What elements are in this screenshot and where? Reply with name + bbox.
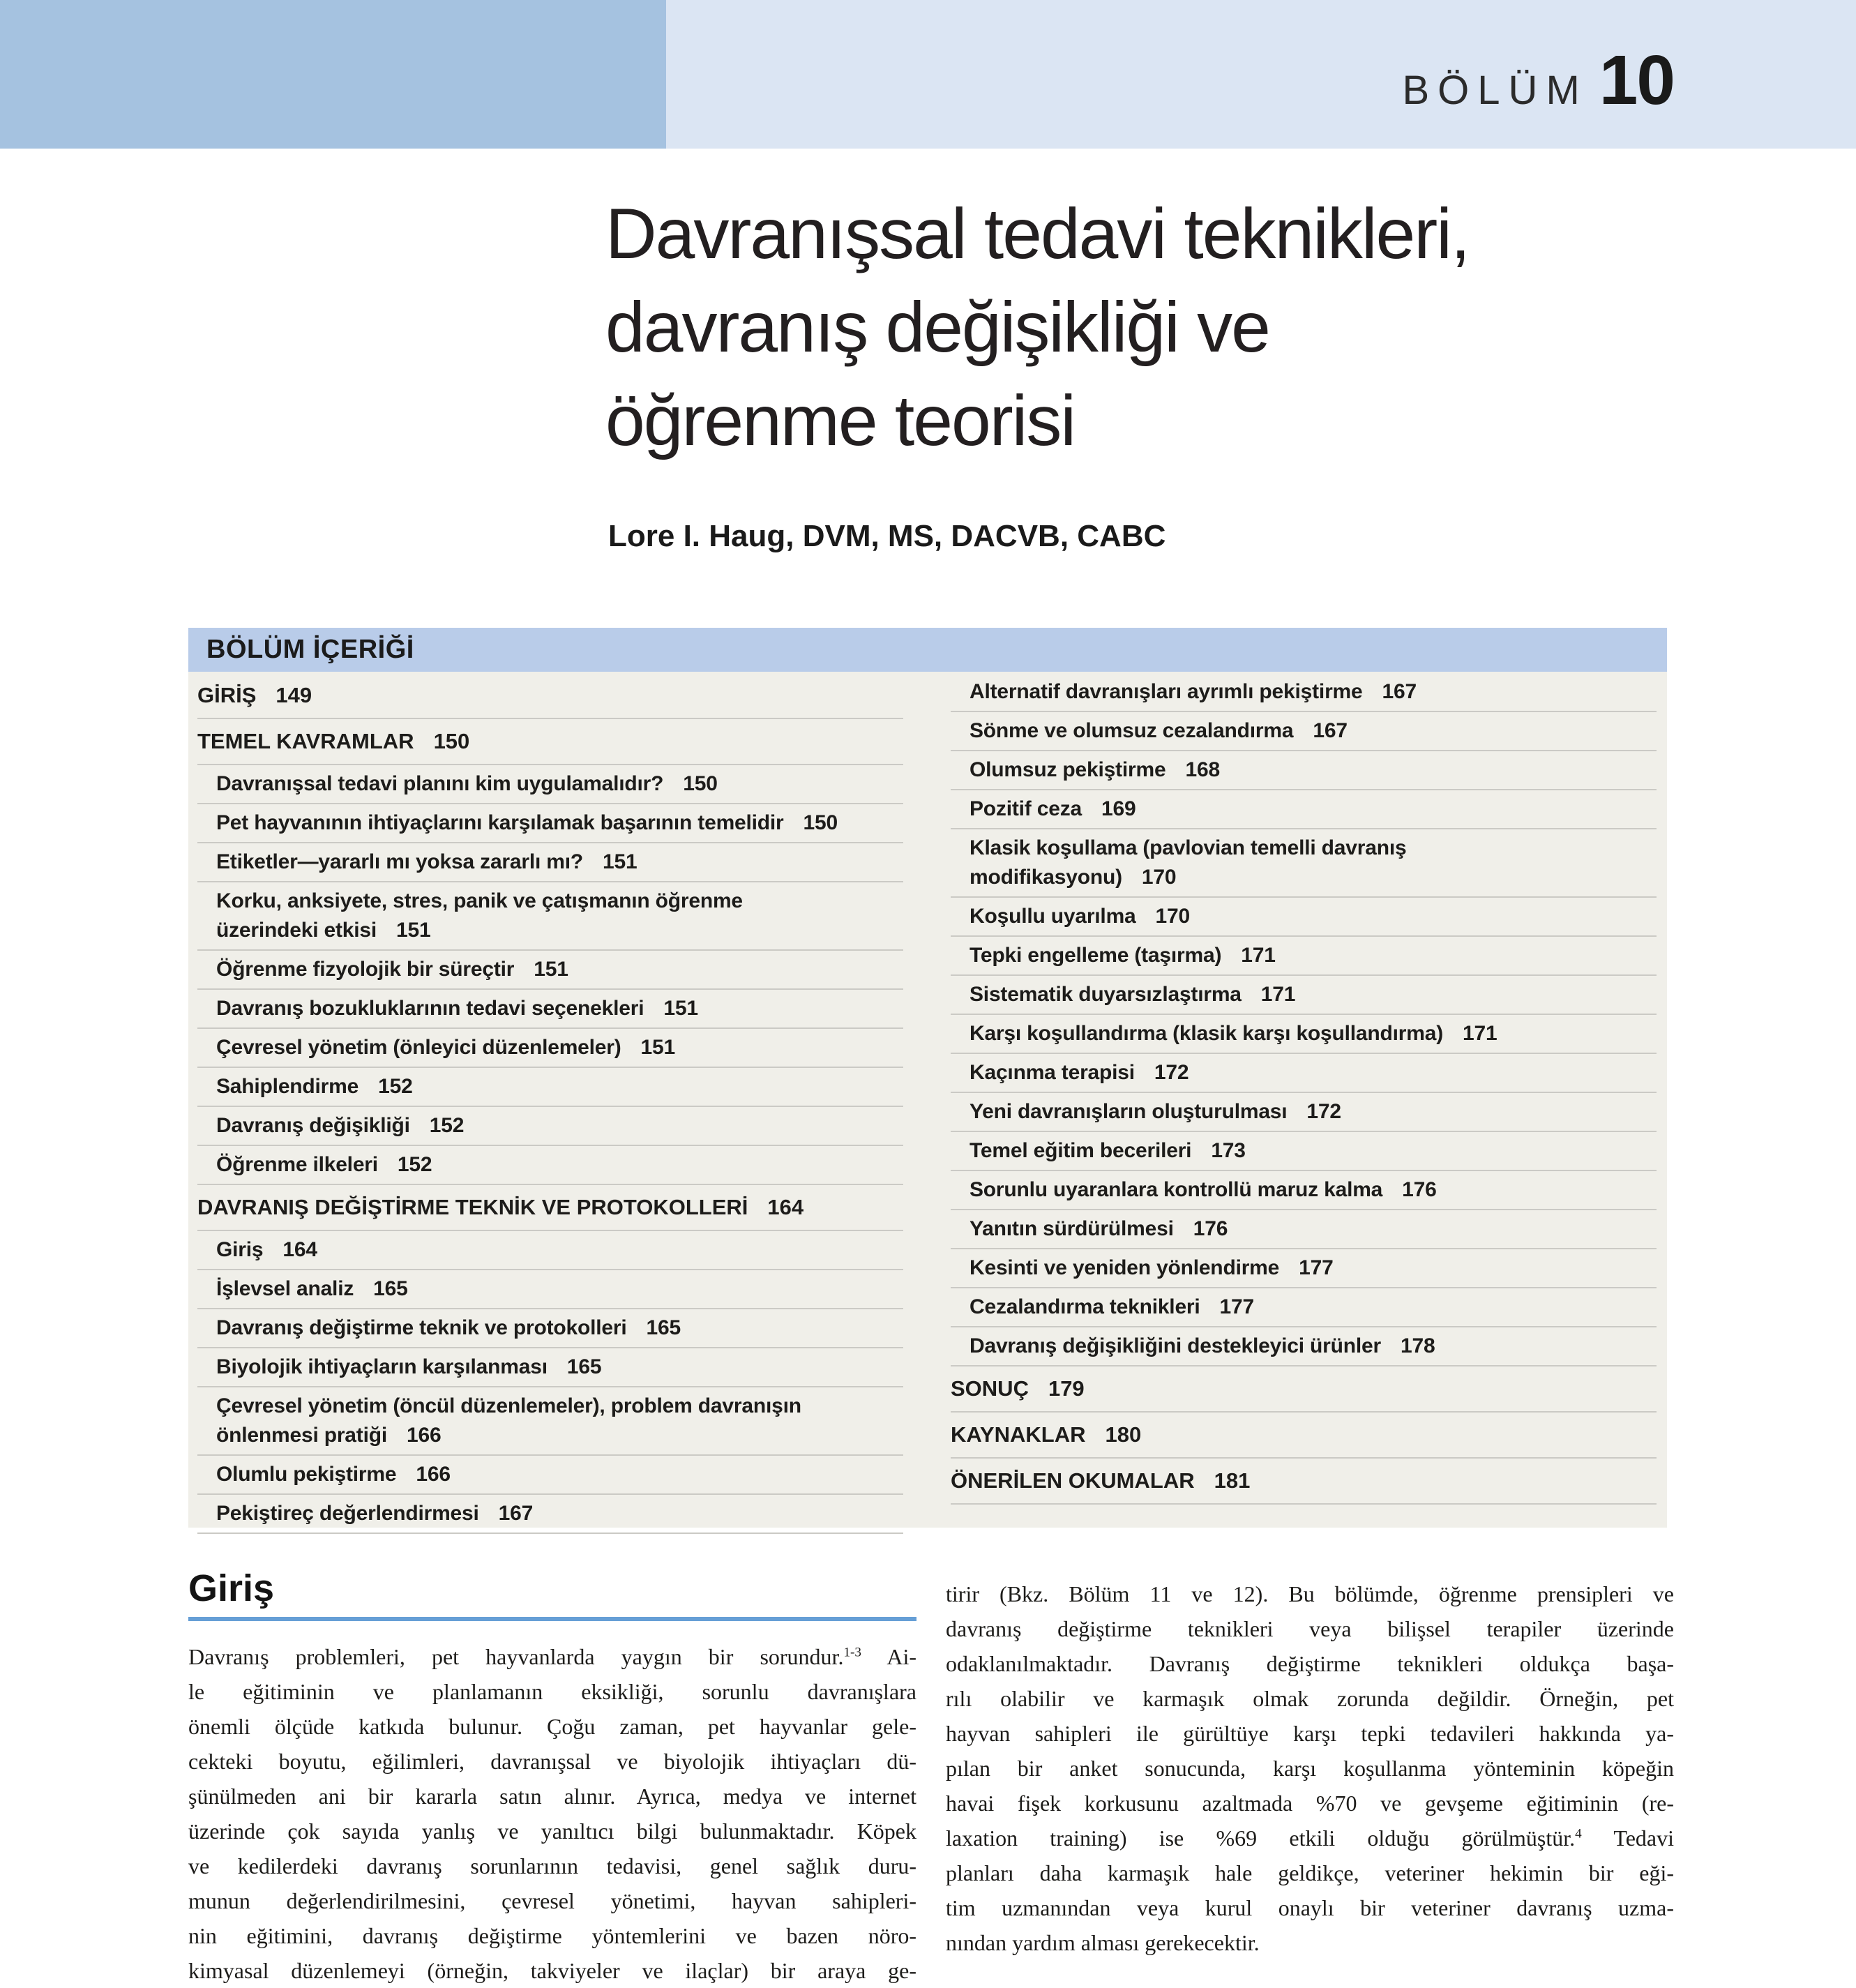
toc-entry	[197, 1107, 903, 1146]
toc-entry-label: üzerindeki etkisi 151	[216, 919, 431, 942]
toc-entry-label: Yanıtın sürdürülmesi 176	[970, 1217, 1228, 1240]
toc-page-number: 151	[663, 997, 698, 1020]
toc-entry-label: Temel eğitim becerileri 173	[970, 1139, 1246, 1162]
body-column-right	[946, 1576, 1674, 1960]
toc-entry	[197, 1068, 903, 1107]
text-line: odaklanılmaktadır. Davranış değiştirme teknikleri oldukça başa-	[946, 1651, 1674, 1676]
toc-page-number: 176	[1402, 1178, 1437, 1201]
toc-entry	[197, 882, 903, 951]
page-title	[605, 187, 1680, 467]
toc-entry-label: Yeni davranışların oluşturulması 172	[970, 1100, 1341, 1123]
toc-entry	[197, 673, 903, 719]
text-line: şünülmeden ani bir kararla satın alınır. Ayrıca, medya ve internet	[188, 1784, 916, 1809]
toc-page-number: 150	[433, 729, 470, 753]
reference-superscript: 4	[1575, 1826, 1582, 1842]
toc-entry	[197, 951, 903, 990]
toc-entry	[951, 898, 1657, 937]
toc-page-number: 171	[1463, 1022, 1497, 1045]
toc-entry	[951, 673, 1657, 712]
text-line: Davranışsal tedavi teknikleri,	[605, 194, 1470, 273]
toc-entry	[951, 1054, 1657, 1093]
toc-entry-label: Sahiplendirme 152	[216, 1075, 413, 1098]
toc-entry	[197, 1309, 903, 1348]
chapter-contents-grid	[188, 672, 1667, 1534]
toc-entry-label: SONUÇ 179	[951, 1376, 1085, 1401]
text-line: cekteki boyutu, eğilimleri, davranışsal ve biyolojik ihtiyaçları dü-	[188, 1749, 916, 1774]
toc-page-number: 164	[282, 1238, 317, 1261]
toc-entry-label: Pet hayvanının ihtiyaçlarını karşılamak başarının temelidir 150	[216, 811, 838, 834]
text-line: pılan bir anket sonucunda, karşı koşullanma yönteminin köpeğin	[946, 1756, 1674, 1781]
toc-entry-label: Çevresel yönetim (önleyici düzenlemeler) 151	[216, 1036, 676, 1059]
toc-page-number: 170	[1141, 866, 1177, 889]
toc-entry-label: Karşı koşullandırma (klasik karşı koşullandırma) 171	[970, 1022, 1497, 1045]
chapter-number: 10	[1599, 41, 1674, 119]
text-line: ve kedilerdeki davranış sorunlarının tedavisi, genel sağlık duru-	[188, 1853, 916, 1878]
toc-entry	[951, 937, 1657, 976]
toc-page-number: 168	[1185, 758, 1220, 781]
text-line: hayvan sahipleri ile gürültüye karşı tepki tedavileri hakkında ya-	[946, 1721, 1674, 1746]
toc-entry-label: Sistematik duyarsızlaştırma 171	[970, 983, 1296, 1006]
toc-entry-label: Davranış değişikliği 152	[216, 1114, 465, 1137]
toc-entry	[951, 976, 1657, 1015]
toc-entry-label: Sönme ve olumsuz cezalandırma 167	[970, 719, 1348, 742]
toc-entry	[951, 1249, 1657, 1288]
toc-entry-label: Kesinti ve yeniden yönlendirme 177	[970, 1256, 1334, 1279]
toc-page-number: 171	[1260, 983, 1296, 1006]
toc-entry-label: Biyolojik ihtiyaçların karşılanması 165	[216, 1355, 602, 1378]
toc-entry-label: Pozitif ceza 169	[970, 797, 1136, 820]
toc-entry-label: Çevresel yönetim (öncül düzenlemeler), problem davranışın	[216, 1394, 801, 1417]
toc-page-number: 164	[767, 1195, 804, 1219]
toc-page-number: 172	[1154, 1061, 1189, 1084]
toc-page-number: 173	[1211, 1139, 1246, 1162]
toc-entry-label: Olumsuz pekiştirme 168	[970, 758, 1220, 781]
toc-entry-label: DAVRANIŞ DEĞİŞTİRME TEKNİK VE PROTOKOLLERİ 164	[197, 1195, 804, 1219]
toc-page-number: 151	[534, 958, 568, 981]
toc-entry	[197, 1495, 903, 1534]
toc-entry-label: Öğrenme ilkeleri 152	[216, 1153, 432, 1176]
toc-page-number: 176	[1193, 1217, 1228, 1240]
toc-page-number: 151	[396, 919, 431, 942]
toc-page-number: 177	[1219, 1295, 1255, 1318]
toc-entry	[951, 1093, 1657, 1132]
toc-entry-label: ÖNERİLEN OKUMALAR 181	[951, 1468, 1251, 1493]
toc-entry-label: Sorunlu uyaranlara kontrollü maruz kalma 176	[970, 1178, 1437, 1201]
toc-entry	[197, 1185, 903, 1231]
toc-page-number: 167	[1382, 680, 1417, 703]
toc-entry-label: Öğrenme fizyolojik bir süreçtir 151	[216, 958, 568, 981]
toc-page-number: 181	[1214, 1468, 1251, 1493]
toc-entry	[951, 1327, 1657, 1366]
toc-entry-label: Davranış değiştirme teknik ve protokolleri 165	[216, 1316, 681, 1339]
toc-entry-label: Klasik koşullama (pavlovian temelli davranış	[970, 836, 1407, 859]
toc-entry	[951, 1459, 1657, 1505]
toc-entry	[197, 765, 903, 804]
chapter-label	[1403, 40, 1675, 121]
toc-entry-label: İşlevsel analiz 165	[216, 1277, 408, 1300]
reference-superscript: 1-3	[843, 1645, 862, 1660]
toc-entry	[951, 1413, 1657, 1459]
toc-page-number: 152	[397, 1153, 432, 1176]
toc-page-number: 177	[1299, 1256, 1334, 1279]
toc-entry	[197, 1029, 903, 1068]
toc-entry-label: Koşullu uyarılma 170	[970, 905, 1190, 928]
text-line: laxation training) ise %69 etkili olduğu görülmüştür.$^4$ Tedavi	[946, 1825, 1675, 1851]
toc-page-number: 179	[1048, 1376, 1085, 1401]
toc-page-number: 151	[603, 850, 637, 873]
chapter-word: BÖLÜM	[1402, 68, 1588, 113]
toc-page-number: 170	[1155, 905, 1190, 928]
body-column-left	[188, 1639, 916, 1988]
toc-entry	[197, 990, 903, 1029]
text-line: davranış değişikliği ve	[605, 287, 1269, 367]
toc-entry	[951, 1366, 1657, 1413]
text-line: önemli ölçüde katkıda bulunur. Çoğu zaman, pet hayvanlar gele-	[188, 1714, 916, 1739]
chapter-contents-header: BÖLÜM İÇERİĞİ	[188, 628, 1667, 672]
toc-page-number: 180	[1105, 1422, 1142, 1447]
toc-page-number: 178	[1400, 1334, 1435, 1357]
toc-page-number: 172	[1306, 1100, 1341, 1123]
text-line: davranış değiştirme teknikleri veya bilişsel terapiler üzerinde	[946, 1616, 1674, 1641]
toc-entry	[951, 1171, 1657, 1210]
toc-page-number: 165	[646, 1316, 681, 1339]
toc-entry-label: Davranış değişikliğini destekleyici ürünler 178	[970, 1334, 1435, 1357]
toc-entry-label: Pekiştireç değerlendirmesi 167	[216, 1502, 534, 1525]
toc-page-number: 166	[416, 1463, 451, 1486]
toc-entry	[951, 712, 1657, 751]
toc-column-right	[951, 673, 1657, 1505]
toc-page-number: 151	[640, 1036, 676, 1059]
text-line: nin eğitimini, davranış değiştirme yöntemlerini ve bazen nöro-	[188, 1923, 916, 1948]
toc-entry	[951, 829, 1657, 898]
toc-entry-label: Davranışsal tedavi planını kim uygulamalıdır? 150	[216, 772, 718, 795]
toc-entry-label: modifikasyonu) 170	[970, 866, 1177, 889]
text-line: üzerinde çok sayıda yanlış ve yanıltıcı bilgi bulunmaktadır. Köpek	[188, 1818, 916, 1844]
toc-entry	[197, 719, 903, 765]
toc-page-number: 149	[276, 683, 312, 707]
toc-page-number: 150	[803, 811, 838, 834]
toc-entry	[951, 790, 1657, 829]
text-line: le eğitiminin ve planlamanın eksikliği, sorunlu davranışlara	[188, 1679, 916, 1704]
toc-entry-label: önlenmesi pratiği 166	[216, 1424, 442, 1447]
toc-page-number: 166	[406, 1424, 442, 1447]
toc-entry	[951, 1288, 1657, 1327]
toc-entry-label: Alternatif davranışları ayrımlı pekiştirme 167	[970, 680, 1417, 703]
toc-entry	[197, 1231, 903, 1270]
author-line: Lore I. Haug, DVM, MS, DACVB, CABC	[608, 519, 1166, 553]
text-line: nından yardım alması gerekecektir.	[946, 1930, 1260, 1955]
toc-page-number: 165	[566, 1355, 602, 1378]
section-heading: Giriş	[188, 1567, 275, 1609]
toc-column-left	[197, 673, 903, 1534]
toc-page-number: 150	[683, 772, 718, 795]
toc-page-number: 171	[1241, 944, 1276, 967]
toc-entry	[951, 1132, 1657, 1171]
toc-entry-label: KAYNAKLAR 180	[951, 1422, 1142, 1447]
toc-entry-label: Tepki engelleme (taşırma) 171	[970, 944, 1276, 967]
toc-entry	[951, 1015, 1657, 1054]
toc-entry-label: Cezalandırma teknikleri 177	[970, 1295, 1255, 1318]
toc-entry	[951, 751, 1657, 790]
text-line: planları daha karmaşık hale geldikçe, veteriner hekimin bir eği-	[946, 1860, 1674, 1885]
toc-entry-label: TEMEL KAVRAMLAR 150	[197, 729, 470, 753]
text-line: havai fişek korkusunu azaltmada %70 ve gevşeme eğitiminin (re-	[946, 1791, 1674, 1816]
toc-entry-label: Giriş 164	[216, 1238, 317, 1261]
text-line: kimyasal düzenlemeyi (örneğin, takviyeler ve ilaçlar) bir araya ge-	[188, 1958, 916, 1983]
toc-entry	[197, 1270, 903, 1309]
toc-entry	[197, 1456, 903, 1495]
text-line: tim uzmanından veya kurul onaylı bir veteriner davranış uzma-	[946, 1895, 1674, 1920]
toc-page-number: 152	[429, 1114, 465, 1137]
text-line: rılı olabilir ve karmaşık olmak zorunda değildir. Örneğin, pet	[946, 1686, 1674, 1711]
section-heading-rule	[188, 1617, 916, 1621]
toc-entry-label: Davranış bozukluklarının tedavi seçenekleri 151	[216, 997, 698, 1020]
toc-entry	[197, 1387, 903, 1456]
toc-entry	[197, 1348, 903, 1387]
text-line: öğrenme teorisi	[605, 381, 1075, 460]
toc-page-number: 152	[378, 1075, 413, 1098]
toc-entry-label: Olumlu pekiştirme 166	[216, 1463, 451, 1486]
text-line: munun değerlendirilmesini, çevresel yönetimi, hayvan sahipleri-	[188, 1888, 916, 1913]
chapter-banner-left	[0, 0, 666, 149]
toc-entry	[197, 1146, 903, 1185]
text-line: tirir (Bkz. Bölüm 11 ve 12). Bu bölümde, öğrenme prensipleri ve	[946, 1581, 1674, 1606]
toc-entry-label: GİRİŞ 149	[197, 683, 312, 707]
chapter-contents-box	[188, 628, 1667, 1528]
toc-page-number: 165	[373, 1277, 408, 1300]
text-line: Davranış problemleri, pet hayvanlarda yaygın bir sorundur.$^{1-3}$ Ai-	[188, 1644, 917, 1669]
toc-entry-label: Etiketler—yararlı mı yoksa zararlı mı? 151	[216, 850, 637, 873]
chapter-banner-right	[666, 0, 1856, 149]
toc-page-number: 167	[1313, 719, 1348, 742]
toc-entry-label: Korku, anksiyete, stres, panik ve çatışmanın öğrenme	[216, 889, 743, 912]
toc-page-number: 167	[498, 1502, 534, 1525]
toc-entry	[197, 843, 903, 882]
toc-entry-label: Kaçınma terapisi 172	[970, 1061, 1189, 1084]
toc-entry	[951, 1210, 1657, 1249]
toc-page-number: 169	[1101, 797, 1136, 820]
toc-entry	[197, 804, 903, 843]
